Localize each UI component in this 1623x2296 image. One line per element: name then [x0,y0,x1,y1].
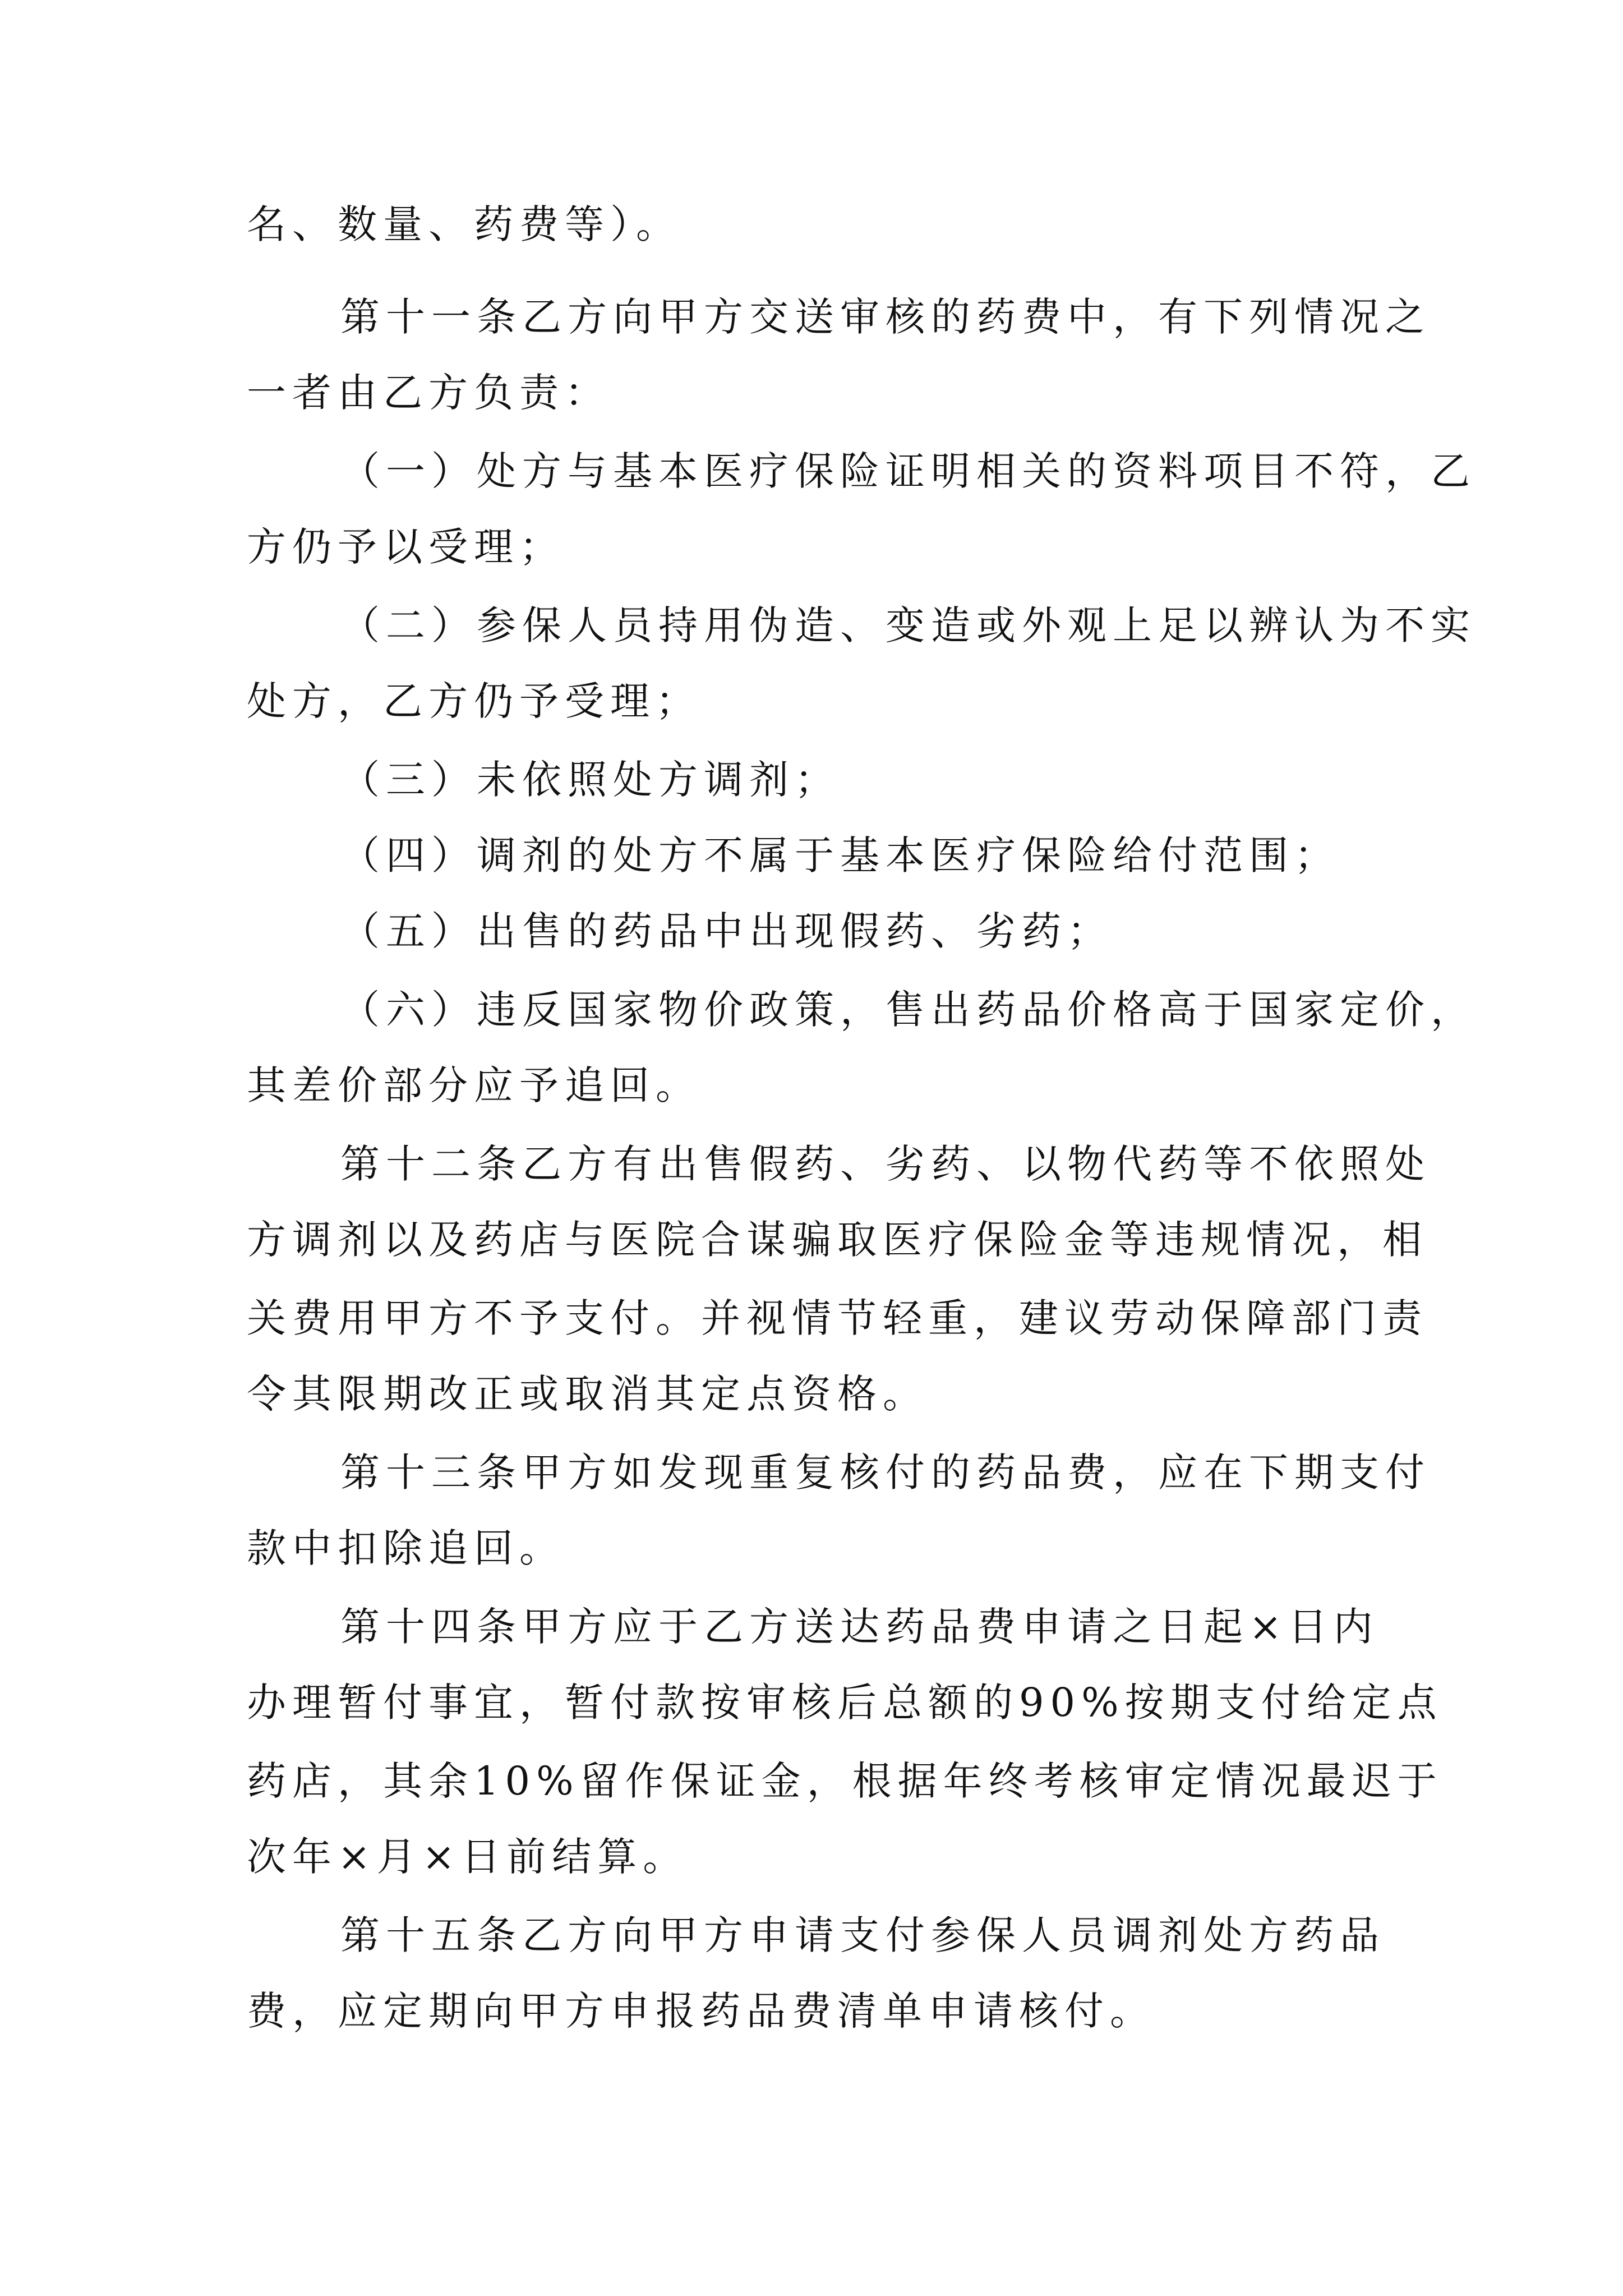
text-line: 处方，乙方仍予受理； [247,678,701,724]
text-line: 名、数量、药费等）。 [247,201,681,247]
text-line: 办理暂付事宜，暂付款按审核后总额的90%按期支付给定点 [247,1680,1443,1726]
text-line: 次年×月×日前结算。 [247,1834,689,1880]
text-line: 方调剂以及药店与医院合谋骗取医疗保险金等违规情况，相 [247,1217,1428,1263]
paragraph-line: 第十二条乙方有出售假药、劣药、以物代药等不依照处 [340,1141,1431,1187]
paragraph-line: 第十三条甲方如发现重复核付的药品费，应在下期支付 [340,1450,1431,1496]
text-line: 其差价部分应予追回。 [247,1062,701,1108]
text-line: 方仍予以受理； [247,524,565,570]
paragraph-line: （四）调剂的处方不属于基本医疗保险给付范围； [340,832,1340,878]
paragraph-line: （五）出售的药品中出现假药、劣药； [340,908,1113,954]
text-line: 款中扣除追回。 [247,1525,565,1571]
text-line: 一者由乙方负责： [247,370,610,416]
paragraph-line: （六）违反国家物价政策，售出药品价格高于国家定价， [340,987,1476,1033]
text-line: 费，应定期向甲方申报药品费清单申请核付。 [247,1988,1155,2034]
paragraph-line: （二）参保人员持用伪造、变造或外观上足以辨认为不实 [340,602,1476,648]
paragraph-line: 第十五条乙方向甲方申请支付参保人员调剂处方药品 [340,1912,1385,1958]
paragraph-line: 第十一条乙方向甲方交送审核的药费中，有下列情况之 [340,294,1431,340]
text-line: 药店，其余10%留作保证金，根据年终考核审定情况最迟于 [247,1758,1443,1804]
text-line: 令其限期改正或取消其定点资格。 [247,1371,928,1417]
paragraph-line: 第十四条甲方应于乙方送达药品费申请之日起×日内 [340,1604,1379,1650]
text-line: 关费用甲方不予支付。并视情节轻重，建议劳动保障部门责 [247,1295,1428,1341]
paragraph-line: （一）处方与基本医疗保险证明相关的资料项目不符，乙 [340,448,1476,494]
paragraph-line: （三）未依照处方调剂； [340,757,840,803]
